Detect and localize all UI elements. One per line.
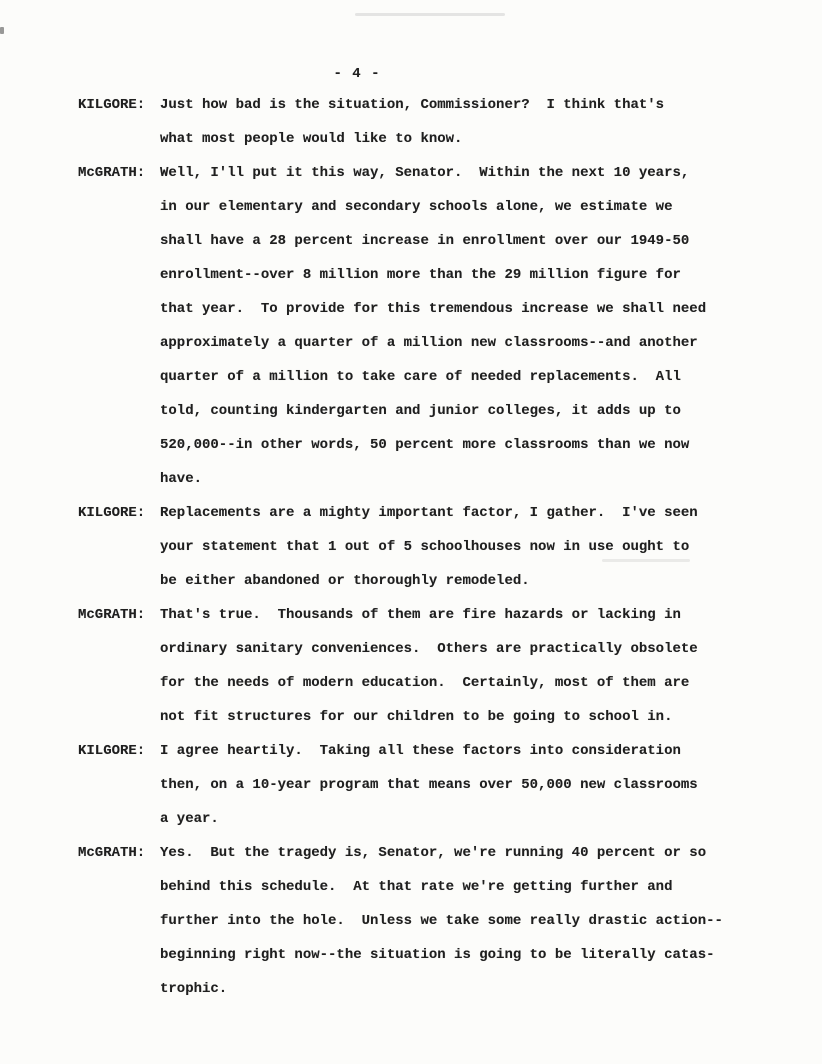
speaker-label: McGRATH: (78, 607, 146, 623)
dialogue-line: shall have a 28 percent increase in enrollment over our 1949-50 (160, 233, 690, 249)
dialogue-line: for the needs of modern education. Certainly, most of them are (160, 675, 690, 691)
dialogue-line: trophic. (160, 981, 228, 997)
dialogue-line: Replacements are a mighty important factor, I gather. I've seen (160, 505, 698, 521)
dialogue-line: that year. To provide for this tremendous increase we shall need (160, 301, 707, 317)
dialogue-line: further into the hole. Unless we take some really drastic action-- (160, 913, 723, 929)
dialogue-lines (160, 496, 822, 598)
dialogue-lines (160, 734, 822, 836)
transcript (78, 88, 822, 1006)
transcript-turn (78, 836, 822, 1006)
transcript-turn (78, 496, 822, 598)
speaker-label: KILGORE: (78, 97, 146, 113)
speaker-label: McGRATH: (78, 845, 146, 861)
dialogue-line: enrollment--over 8 million more than the 29 million figure for (160, 267, 681, 283)
dialogue-lines (160, 598, 822, 734)
dialogue-line: 520,000--in other words, 50 percent more classrooms than we now (160, 437, 690, 453)
dialogue-line: then, on a 10-year program that means over 50,000 new classrooms (160, 777, 698, 793)
dialogue-line: told, counting kindergarten and junior colleges, it adds up to (160, 403, 681, 419)
dialogue-line: Just how bad is the situation, Commissioner? I think that's (160, 97, 665, 113)
page-number: - 4 - (333, 66, 381, 82)
dialogue-line: be either abandoned or thoroughly remodeled. (160, 573, 530, 589)
scan-artifact (0, 27, 4, 34)
dialogue-line: not fit structures for our children to be going to school in. (160, 709, 673, 725)
dialogue-line: I agree heartily. Taking all these factors into consideration (160, 743, 681, 759)
dialogue-line: behind this schedule. At that rate we're getting further and (160, 879, 673, 895)
transcript-turn (78, 88, 822, 156)
dialogue-lines (160, 156, 822, 496)
transcript-turn (78, 156, 822, 496)
dialogue-line: ordinary sanitary conveniences. Others are practically obsolete (160, 641, 698, 657)
transcript-turn (78, 598, 822, 734)
transcript-turn (78, 734, 822, 836)
dialogue-line: your statement that 1 out of 5 schoolhouses now in use ought to (160, 539, 690, 555)
dialogue-lines (160, 836, 822, 1006)
dialogue-line: beginning right now--the situation is going to be literally catas- (160, 947, 715, 963)
dialogue-line: a year. (160, 811, 219, 827)
dialogue-line: have. (160, 471, 203, 487)
dialogue-line: what most people would like to know. (160, 131, 463, 147)
dialogue-lines (160, 88, 822, 156)
speaker-label: McGRATH: (78, 165, 146, 181)
dialogue-line: Yes. But the tragedy is, Senator, we're running 40 percent or so (160, 845, 707, 861)
dialogue-line: quarter of a million to take care of needed replacements. All (160, 369, 681, 385)
dialogue-line: Well, I'll put it this way, Senator. Within the next 10 years, (160, 165, 690, 181)
speaker-label: KILGORE: (78, 743, 146, 759)
dialogue-line: in our elementary and secondary schools alone, we estimate we (160, 199, 673, 215)
scan-artifact (355, 13, 505, 16)
speaker-label: KILGORE: (78, 505, 146, 521)
dialogue-line: That's true. Thousands of them are fire hazards or lacking in (160, 607, 681, 623)
dialogue-line: approximately a quarter of a million new classrooms--and another (160, 335, 698, 351)
